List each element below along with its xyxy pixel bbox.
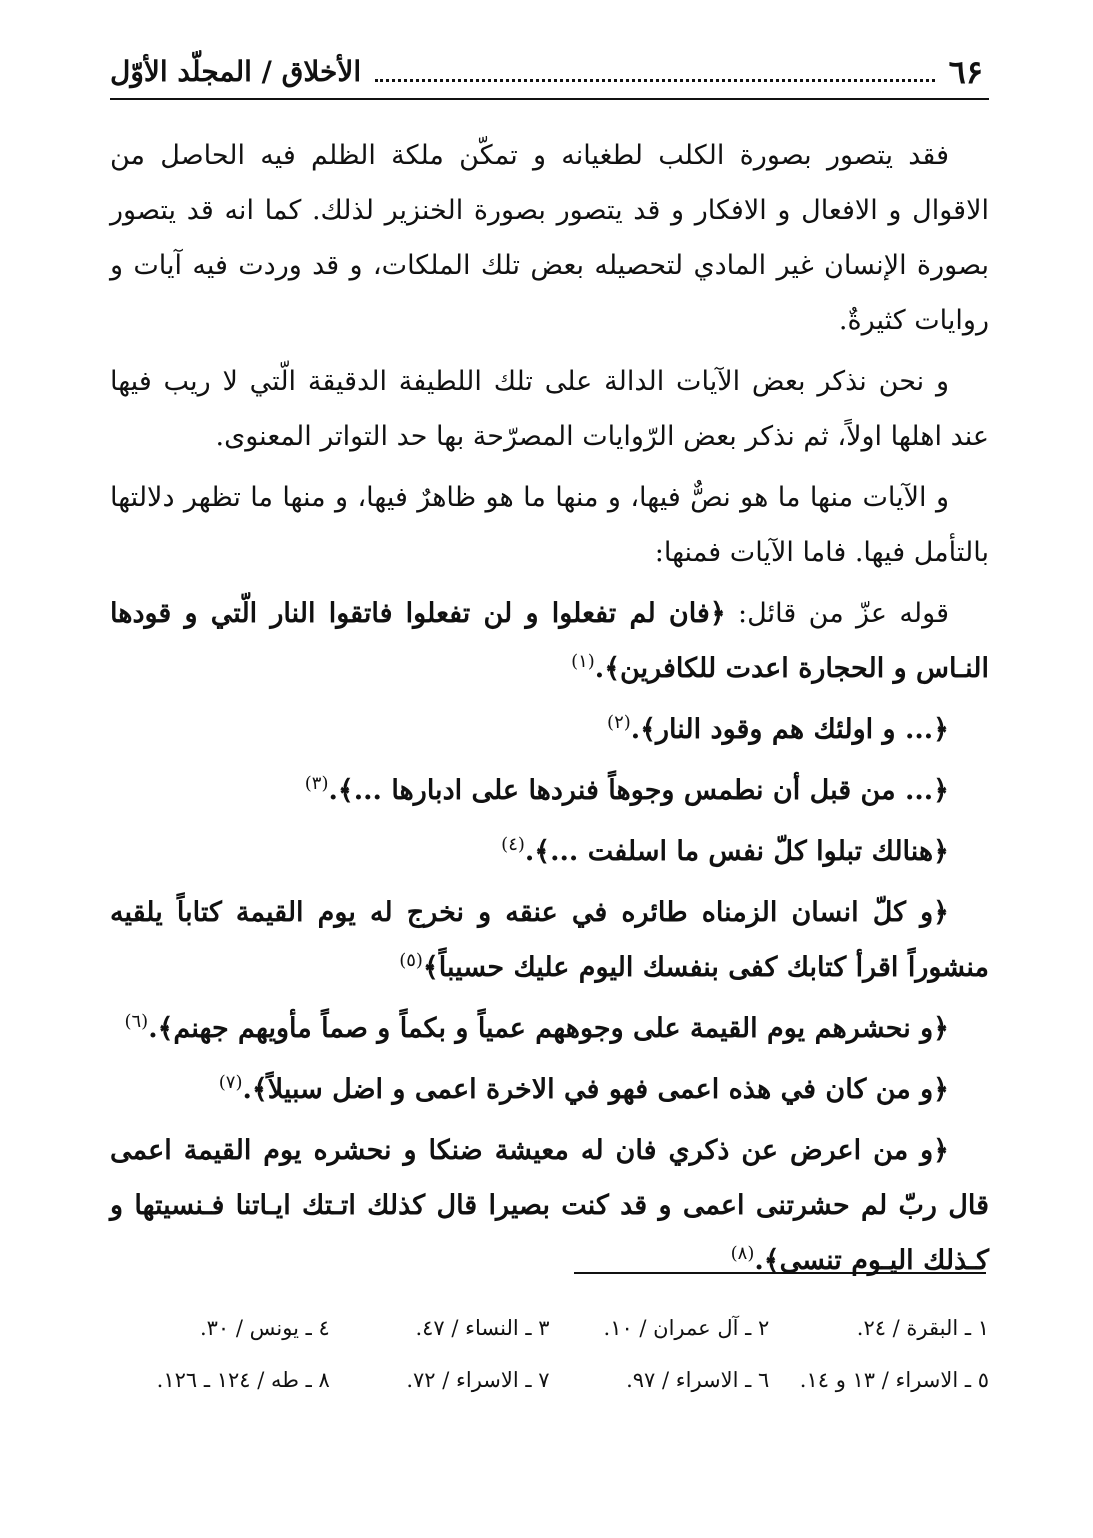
footnote-ref: (٣)	[304, 773, 329, 794]
footnote-rule	[574, 1272, 986, 1274]
verse-7	[110, 1062, 989, 1117]
paragraph-3: و الآيات منها ما هو نصٌّ فيها، و منها ما هو ظاهرٌ فيها، و منها ما تظهر دلالتها بالتأمل فيها. فاما الآيات فمنها:	[110, 482, 989, 568]
footnote-row-1	[110, 1302, 989, 1354]
paragraph-4	[110, 586, 989, 696]
paragraph-2: و نحن نذكر بعض الآيات الدالة على تلك اللطيفة الدقيقة الّتي لا ريب فيها عند اهلها اولاً، ثم نذكر بعض الرّوايات المصرّحة بها حد التواتر المعنوى.	[110, 366, 989, 452]
running-title: الأخلاق / المجلّد الأوّل	[110, 55, 362, 88]
header-leader-dots	[375, 79, 935, 82]
verse-text: ﴿و من اعرض عن ذكري فان له معيشة ضنكا و نحشره يوم القيمة اعمى قال ربّ لم حشرتنى اعمى و قد كنت بصيرا قال كذلك اتـتك ايـاتنا فـنسيتها و كـذلك اليـوم تنسى﴾.	[110, 1135, 989, 1276]
body-text	[110, 128, 989, 1294]
verse-3	[110, 763, 989, 818]
footnote-ref-1: (١)	[571, 651, 595, 672]
paragraph-1: فقد يتصور بصورة الكلب لطغيانه و تمكّن ملكة الظلم فيه الحاصل من الاقوال و الافعال و الافكار و قد يتصور بصورة الخنزير لذلك. كما انه قد يتصور بصورة الإنسان غير المادي لتحصيله بعض تلك الملكات، و قد وردت فيه آيات و روايات كثيرةٌ.	[110, 140, 989, 336]
footnote-ref: (٧)	[218, 1072, 243, 1093]
footnote-2: ٢ ـ آل عمران / ١٠.	[603, 1316, 770, 1340]
footnote-1: ١ ـ البقرة / ٢٤.	[856, 1316, 989, 1340]
header-rule	[110, 98, 989, 100]
page-number: ٦۶	[948, 53, 983, 91]
footnote-ref: (٥)	[399, 950, 423, 971]
verse-5	[110, 885, 989, 995]
verse-intro: قوله عزّ من قائل:	[725, 598, 949, 629]
footnote-row-2	[110, 1354, 989, 1406]
footnote-ref: (٤)	[501, 834, 525, 855]
verse-6	[110, 1001, 989, 1056]
verse-2	[110, 702, 989, 757]
verse-text: ﴿و نحشرهم يوم القيمة على وجوههم عمياً و بكماً و صماً مأويهم جهنم﴾.	[148, 1013, 949, 1044]
verse-8	[110, 1123, 989, 1288]
footnote-8: ٨ ـ طه / ١٢٤ ـ ١٢٦.	[156, 1368, 330, 1392]
footnote-ref: (٦)	[124, 1011, 149, 1032]
verse-text: ﴿... من قبل أن نطمس وجوهاً فنردها على ادبارها ...﴾.	[328, 775, 949, 806]
verse-1-text: ﴿فان لم تفعلوا و لن تفعلوا فاتقوا النار الّتي و قودها النـاس و الحجارة اعدت للكافرين﴾.	[110, 598, 989, 684]
footnote-7: ٧ ـ الاسراء / ٧٢.	[406, 1368, 550, 1392]
footnote-3: ٣ ـ النساء / ٤٧.	[415, 1316, 550, 1340]
footnotes	[110, 1302, 989, 1406]
footnote-4: ٤ ـ يونس / ٣٠.	[199, 1316, 330, 1340]
verse-text: ﴿هنالك تبلوا كلّ نفس ما اسلفت ...﴾.	[524, 836, 949, 867]
verse-text: ﴿و كلّ انسان الزمناه طائره في عنقه و نخرج له يوم القيمة كتاباً يلقيه منشوراً اقرأ كتابك كفى بنفسك اليوم عليك حسيباً﴾	[110, 897, 989, 983]
page-header	[110, 48, 983, 92]
verse-4	[110, 824, 989, 879]
verse-text: ﴿و من كان في هذه اعمى فهو في الاخرة اعمى و اضل سبيلاً﴾.	[242, 1074, 949, 1105]
verse-text: ﴿... و اولئك هم وقود النار﴾.	[630, 714, 949, 745]
footnote-5: ٥ ـ الاسراء / ١٣ و ١٤.	[799, 1368, 989, 1392]
footnote-6: ٦ ـ الاسراء / ٩٧.	[626, 1368, 770, 1392]
footnote-ref: (٨)	[730, 1243, 755, 1264]
footnote-ref: (٢)	[607, 712, 631, 733]
